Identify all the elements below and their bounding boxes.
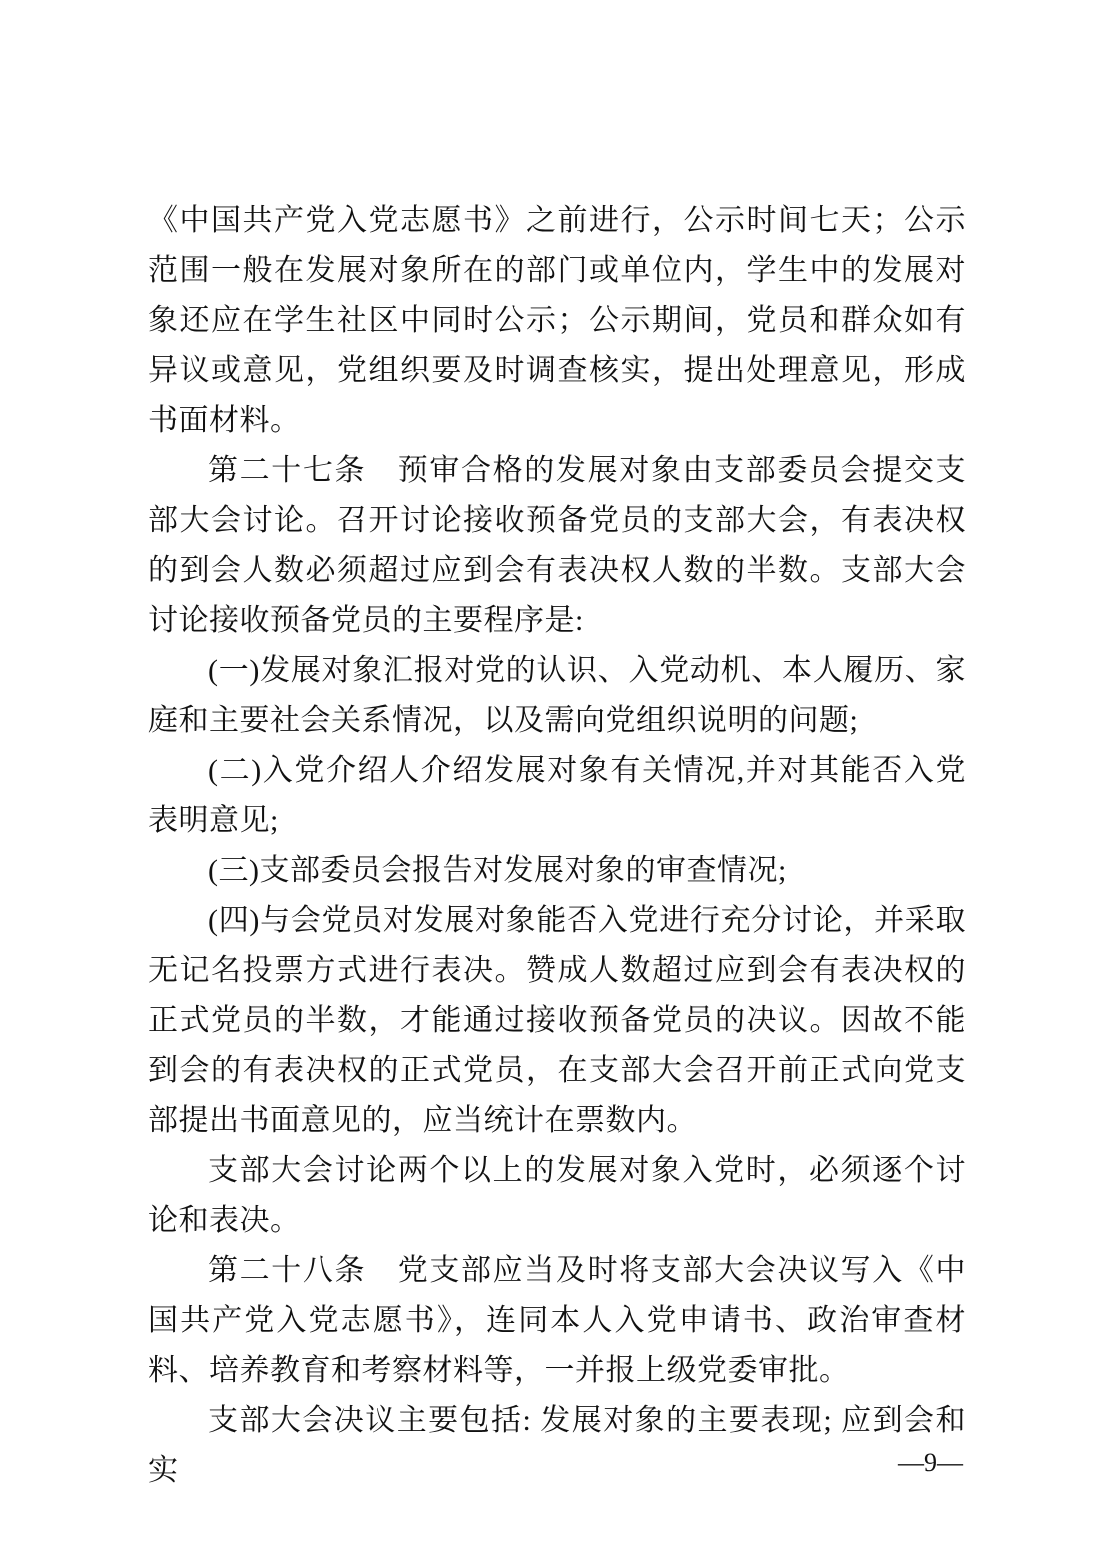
paragraph-article-27: 第二十七条 预审合格的发展对象由支部委员会提交支部大会讨论。召开讨论接收预备党员的支部大会，有表决权的到会人数必须超过应到会有表决权人数的半数。支部大会讨论接收预备党员的主要程序是: [148, 454, 966, 637]
paragraph-item-3: (三)支部委员会报告对发展对象的审查情况; [208, 854, 787, 887]
paragraph-item-2: (二)入党介绍人介绍发展对象有关情况,并对其能否入党表明意见; [148, 754, 966, 837]
document-body [148, 196, 966, 1496]
paragraph-item-1: (一)发展对象汇报对党的认识、入党动机、本人履历、家庭和主要社会关系情况，以及需向党组织说明的问题; [148, 654, 966, 737]
paragraph-voting-rule: 支部大会讨论两个以上的发展对象入党时，必须逐个讨论和表决。 [148, 1154, 966, 1237]
paragraph-article-28: 第二十八条 党支部应当及时将支部大会决议写入《中国共产党入党志愿书》，连同本人入党申请书、政治审查材料、培养教育和考察材料等，一并报上级党委审批。 [148, 1254, 966, 1387]
paragraph-resolution-cutoff: 支部大会决议主要包括: 发展对象的主要表现; 应到会和实 [148, 1404, 966, 1487]
paragraph-item-4: (四)与会党员对发展对象能否入党进行充分讨论，并采取无记名投票方式进行表决。赞成人数超过应到会有表决权的正式党员的半数，才能通过接收预备党员的决议。因故不能到会的有表决权的正式党员，在支部大会召开前正式向党支部提出书面意见的，应当统计在票数内。 [148, 904, 966, 1137]
paragraph-continuation: 《中国共产党入党志愿书》之前进行，公示时间七天；公示范围一般在发展对象所在的部门或单位内，学生中的发展对象还应在学生社区中同时公示；公示期间，党员和群众如有异议或意见，党组织要及时调查核实，提出处理意见，形成书面材料。 [148, 204, 966, 437]
page-number: —9— [898, 1448, 963, 1477]
